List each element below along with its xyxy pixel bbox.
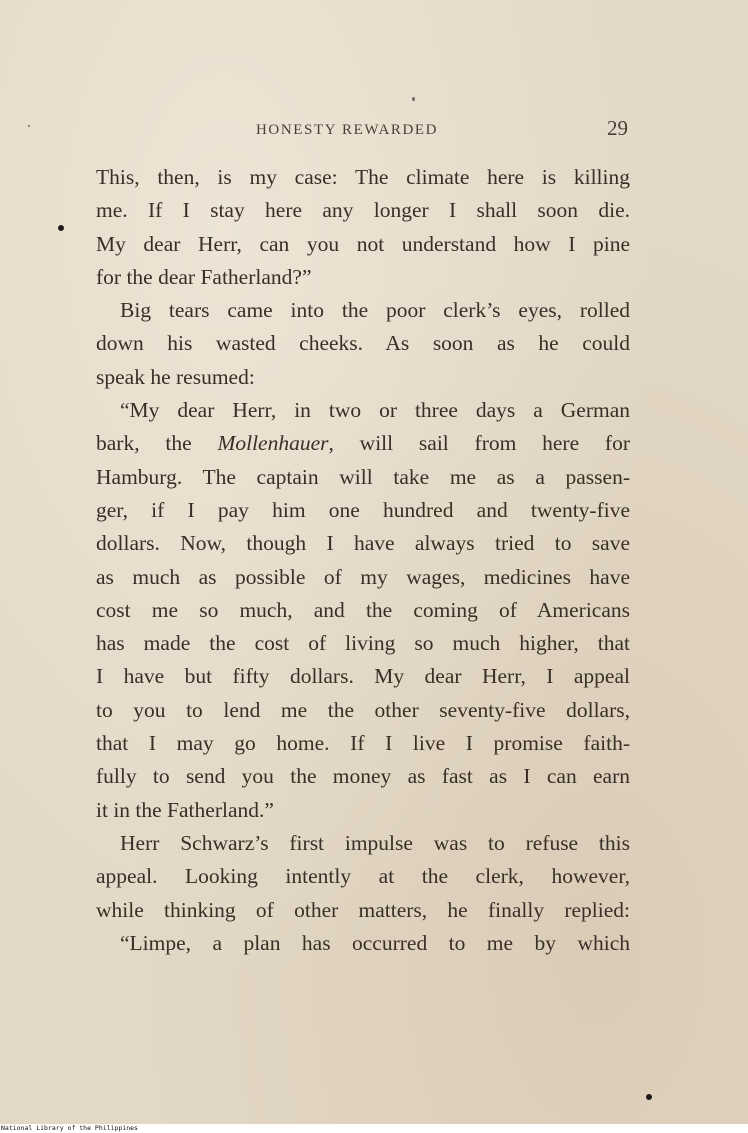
text-line: dollars. Now, though I have always tried to save: [96, 531, 630, 556]
text-line: me. If I stay here any longer I shall soon die.: [96, 198, 630, 223]
text-line: for the dear Fatherland?”: [96, 264, 312, 289]
text-line: appeal. Looking intently at the clerk, however,: [96, 864, 630, 889]
page-header: [96, 116, 628, 146]
text-line: Herr Schwarz’s first impulse was to refuse this: [120, 830, 630, 855]
ink-speck: [646, 1094, 652, 1100]
text-line: to you to lend me the other seventy-five dollars,: [96, 697, 630, 722]
running-head: HONESTY REWARDED: [256, 122, 439, 138]
text-line: “Limpe, a plan has occurred to me by which: [120, 930, 630, 955]
text-line: it in the Fatherland.”: [96, 797, 274, 822]
text-line: speak he resumed:: [96, 364, 255, 389]
ship-name: Mollenhauer: [217, 431, 329, 456]
ink-speck: [58, 225, 64, 231]
ink-speck: [28, 125, 30, 127]
text-line: down his wasted cheeks. As soon as he could: [96, 331, 630, 356]
text-line: cost me so much, and the coming of Americans: [96, 597, 630, 622]
text-line: as much as possible of my wages, medicines have: [96, 564, 630, 589]
ink-speck: [412, 97, 415, 101]
page-number: 29: [607, 116, 628, 140]
text-line: ger, if I pay him one hundred and twenty-five: [96, 497, 630, 522]
text-line: while thinking of other matters, he finally replied:: [96, 897, 630, 922]
text-line: I have but fifty dollars. My dear Herr, I appeal: [96, 664, 630, 689]
text-line: Hamburg. The captain will take me as a passen-: [96, 464, 630, 489]
text-line: This, then, is my case: The climate here is killing: [96, 165, 630, 189]
text-line: My dear Herr, can you not understand how I pine: [96, 231, 630, 256]
scan-credit: National Library of the Philippines: [0, 1124, 748, 1133]
text-fragment: bark, the: [96, 431, 218, 456]
text-line: Big tears came into the poor clerk’s eyes, rolled: [120, 298, 630, 323]
body-text: [96, 161, 630, 960]
text-line: has made the cost of living so much higher, that: [96, 631, 630, 656]
text-line-with-italic: [96, 427, 630, 460]
text-fragment: , will sail from here for: [328, 431, 630, 456]
text-line: fully to send you the money as fast as I can earn: [96, 764, 630, 789]
text-line: that I may go home. If I live I promise faith-: [96, 731, 630, 756]
text-line: “My dear Herr, in two or three days a German: [120, 398, 630, 423]
